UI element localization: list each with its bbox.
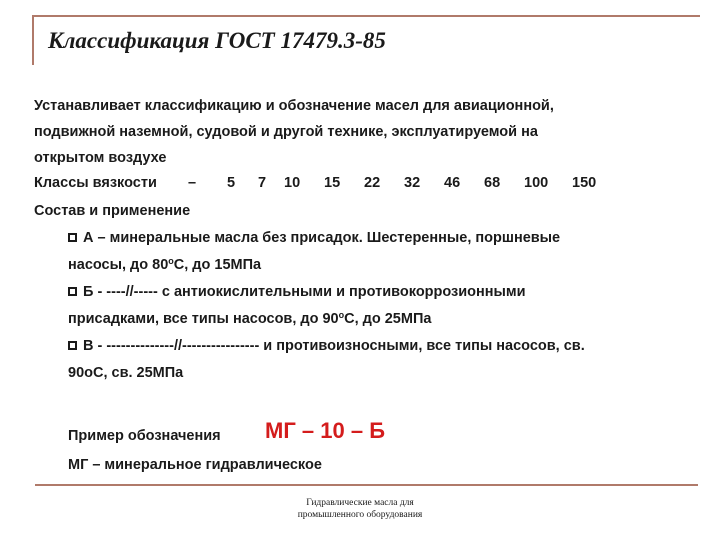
example-label: Пример обозначения <box>68 428 221 444</box>
viscosity-value: 22 <box>364 175 381 191</box>
viscosity-label: Классы вязкости <box>34 175 157 191</box>
bullet-b-text-post: С, до 25МПа <box>344 311 432 327</box>
viscosity-value: 15 <box>324 175 341 191</box>
degree-sup: о <box>338 310 345 320</box>
viscosity-value: 7 <box>258 175 267 191</box>
viscosity-value: 46 <box>444 175 461 191</box>
frame-top-border <box>32 15 700 17</box>
intro-line-1: Устанавливает классификацию и обозначение масел для авиационной, <box>34 98 554 114</box>
footer-caption <box>260 497 460 521</box>
bullet-a-text-post: С, до 15МПа <box>173 257 262 273</box>
frame-left-border <box>32 15 34 65</box>
footer-divider <box>35 484 698 486</box>
bullet-a-line-1 <box>68 230 560 246</box>
viscosity-value: 150 <box>572 175 597 191</box>
viscosity-classes-row <box>34 175 674 195</box>
viscosity-dash: – <box>188 175 197 191</box>
composition-heading: Состав и применение <box>34 203 191 219</box>
footer-line-2: промышленного оборудования <box>297 510 423 520</box>
bullet-a-text-pre: насосы, до 80 <box>68 257 169 273</box>
degree-sup: о <box>168 256 174 266</box>
footer-line-1: Гидравлические масла для <box>306 498 414 508</box>
bullet-b-text: Б - ----//----- с антиокислительными и противокоррозионными <box>83 284 526 300</box>
square-bullet-icon <box>68 233 77 242</box>
square-bullet-icon <box>68 341 77 350</box>
slide-title: Классификация ГОСТ 17479.3-85 <box>48 28 386 53</box>
bullet-c-line-2: 90оС, св. 25МПа <box>68 365 184 381</box>
bullet-b-line-2 <box>68 311 431 327</box>
bullet-b-line-1 <box>68 284 526 300</box>
bullet-c-line-1 <box>68 338 585 354</box>
bullet-a-text: А – минеральные масла без присадок. Шестеренные, поршневые <box>83 230 561 246</box>
bullet-a-line-2 <box>68 257 261 273</box>
example-code: МГ – 10 – Б <box>265 418 386 443</box>
intro-line-2: подвижной наземной, судовой и другой технике, эксплуатируемой на <box>34 124 538 140</box>
viscosity-value: 100 <box>524 175 549 191</box>
bullet-b-text-pre: присадками, все типы насосов, до 90 <box>68 311 339 327</box>
bullet-c-text: В - --------------//---------------- и противоизносными, все типы насосов, св. <box>83 338 585 354</box>
viscosity-value: 32 <box>404 175 421 191</box>
intro-line-3: открытом воздухе <box>34 150 167 166</box>
viscosity-value: 68 <box>484 175 501 191</box>
viscosity-value: 5 <box>227 175 236 191</box>
viscosity-value: 10 <box>284 175 301 191</box>
square-bullet-icon <box>68 287 77 296</box>
example-explanation: МГ – минеральное гидравлическое <box>68 457 322 473</box>
